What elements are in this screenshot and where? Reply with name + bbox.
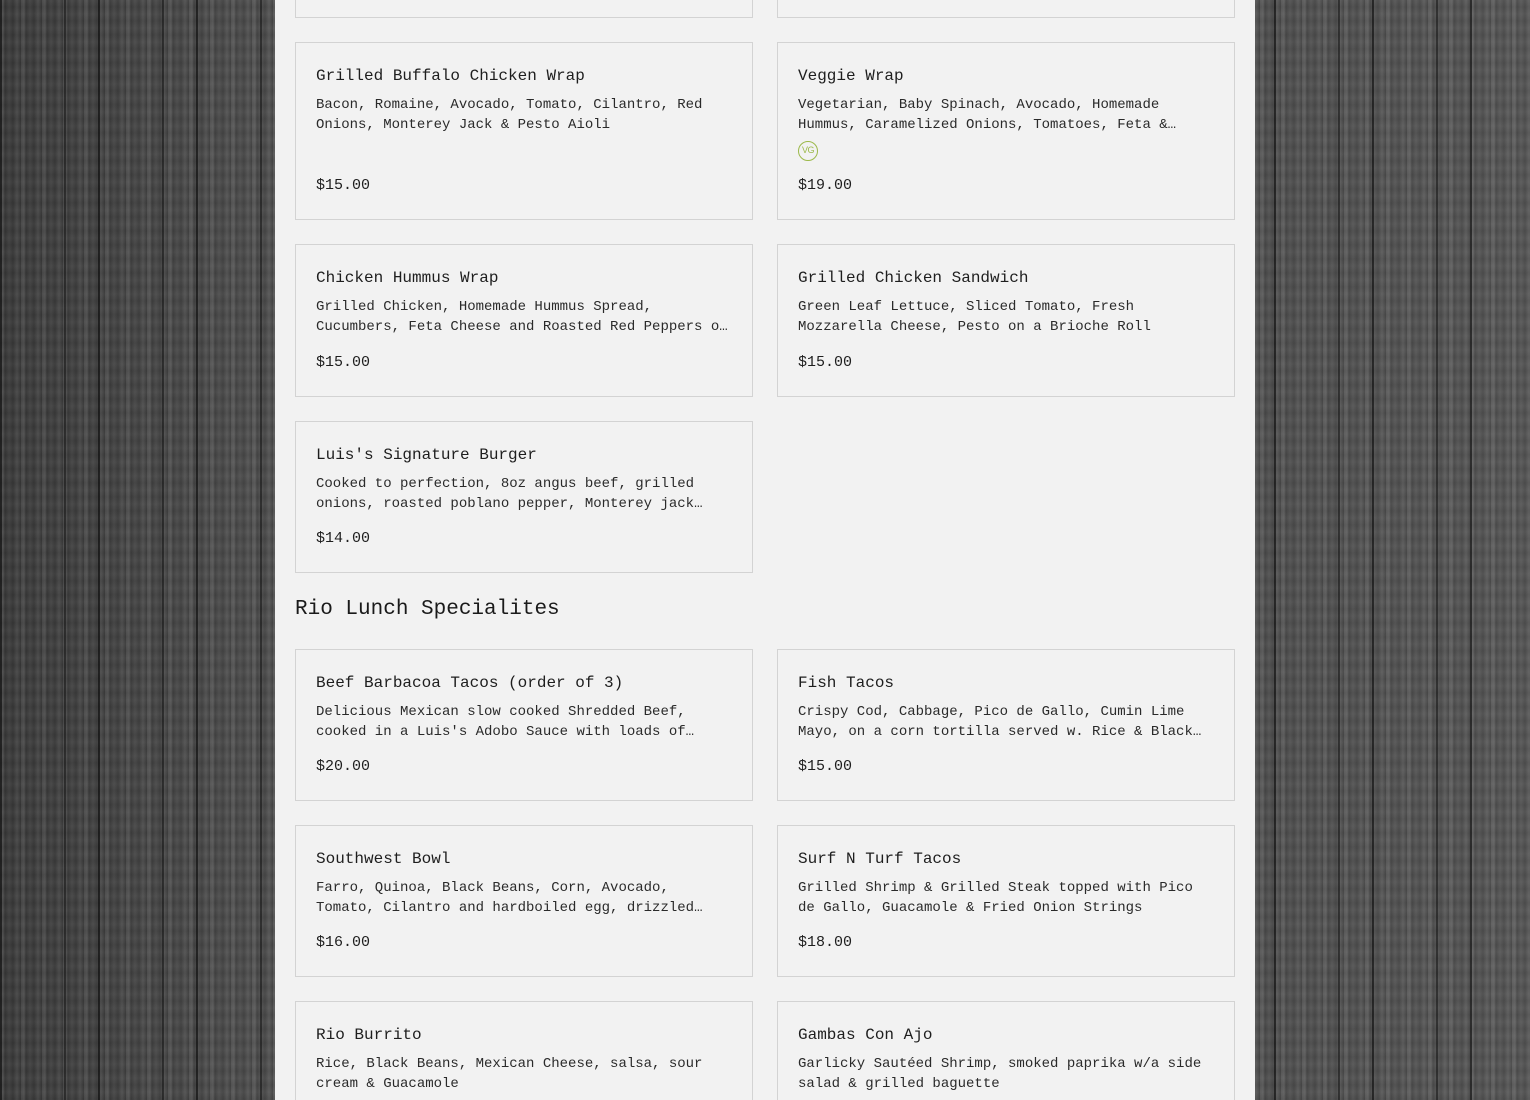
menu-content — [275, 0, 1255, 1100]
menu-item-card-surf-n-turf-tacos[interactable] — [777, 825, 1235, 977]
menu-item-card-fish-tacos[interactable] — [777, 649, 1235, 801]
menu-item-name: Chicken Hummus Wrap — [316, 269, 499, 287]
menu-item-description: Delicious Mexican slow cooked Shredded Beef, cooked in a Luis's Adobo Sauce with loads of — [316, 704, 686, 740]
menu-item-name: Fish Tacos — [798, 674, 895, 692]
menu-item-description: Cooked to perfection, 8oz angus beef, grilled onions, roasted poblano pepper, Monterey jack — [316, 476, 695, 512]
menu-item-card-chicken-hummus-wrap[interactable] — [295, 244, 753, 397]
menu-item-description: Rice, Black Beans, Mexican Cheese, salsa, sour cream & Guacamole — [316, 1056, 703, 1092]
menu-item-price: $19.00 — [798, 177, 853, 194]
menu-item-name: Southwest Bowl — [316, 850, 451, 868]
menu-item-description: Grilled Chicken, Homemade Hummus Spread, Cucumbers, Feta Cheese and Roasted Red Peppers on — [316, 299, 728, 335]
menu-item-description: Vegetarian, Baby Spinach, Avocado, Homemade Hummus, Caramelized Onions, Tomatoes, Feta & — [798, 97, 1168, 133]
section-title: Rio Lunch Specialites — [295, 598, 560, 621]
menu-item-price: $16.00 — [316, 934, 371, 951]
menu-item-name: Veggie Wrap — [798, 67, 904, 85]
menu-item-price: $20.00 — [316, 758, 371, 775]
menu-item-price: $15.00 — [798, 354, 853, 371]
menu-item-card-gambas-con-ajo[interactable] — [777, 1001, 1235, 1100]
menu-item-card-grilled-chicken-sandwich[interactable] — [777, 244, 1235, 397]
menu-item-name: Luis's Signature Burger — [316, 446, 537, 464]
menu-item-card-grilled-buffalo-chicken-wrap[interactable] — [295, 42, 753, 220]
menu-item-name: Grilled Buffalo Chicken Wrap — [316, 67, 585, 85]
menu-item-price: $15.00 — [798, 758, 853, 775]
vegan-badge-icon: VG — [798, 141, 818, 161]
menu-item-card-veggie-wrap[interactable] — [777, 42, 1235, 220]
menu-item-card[interactable] — [295, 0, 753, 18]
menu-item-name: Rio Burrito — [316, 1026, 422, 1044]
menu-item-description: Grilled Shrimp & Grilled Steak topped with Pico de Gallo, Guacamole & Fried Onion Strings — [798, 880, 1193, 916]
menu-item-description: Crispy Cod, Cabbage, Pico de Gallo, Cumin Lime Mayo, on a corn tortilla served w. Rice & Black — [798, 704, 1193, 740]
menu-item-card-luis-signature-burger[interactable] — [295, 421, 753, 573]
menu-item-name: Grilled Chicken Sandwich — [798, 269, 1029, 287]
menu-item-card-southwest-bowl[interactable] — [295, 825, 753, 977]
menu-item-name: Gambas Con Ajo — [798, 1026, 933, 1044]
menu-item-price: $15.00 — [316, 177, 371, 194]
menu-item-name: Beef Barbacoa Tacos (order of 3) — [316, 674, 624, 692]
menu-item-description: Bacon, Romaine, Avocado, Tomato, Cilantro, Red Onions, Monterey Jack & Pesto Aioli — [316, 97, 703, 133]
menu-item-name: Surf N Turf Tacos — [798, 850, 962, 868]
menu-item-price: $15.00 — [316, 354, 371, 371]
menu-item-card-beef-barbacoa-tacos[interactable] — [295, 649, 753, 801]
menu-item-price: $14.00 — [316, 530, 371, 547]
menu-item-price: $18.00 — [798, 934, 853, 951]
menu-item-card-rio-burrito[interactable] — [295, 1001, 753, 1100]
menu-item-description: Garlicky Sautéed Shrimp, smoked paprika w/a side salad & grilled baguette — [798, 1056, 1202, 1092]
menu-item-card[interactable] — [777, 0, 1235, 18]
menu-item-description: Farro, Quinoa, Black Beans, Corn, Avocado, Tomato, Cilantro and hardboiled egg, drizzled — [316, 880, 695, 916]
menu-item-description: Green Leaf Lettuce, Sliced Tomato, Fresh Mozzarella Cheese, Pesto on a Brioche Roll — [798, 299, 1151, 335]
